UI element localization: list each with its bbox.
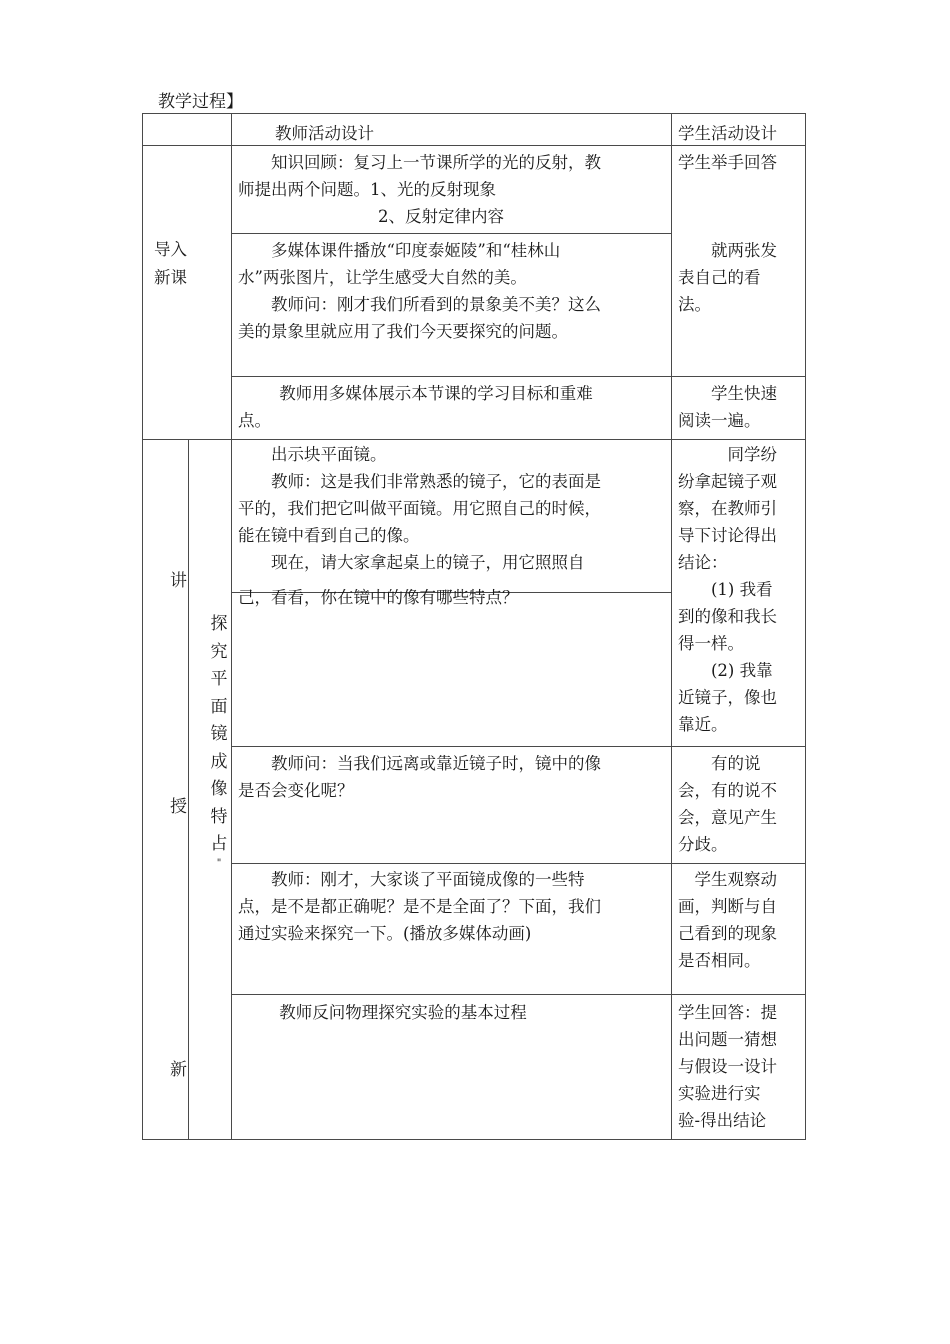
text-line: 通过实验来探究一下。(播放多媒体动画)	[238, 924, 532, 943]
text-line: 现在，请大家拿起桌上的镜子，用它照照自	[271, 553, 585, 572]
topic-char: 平	[210, 669, 228, 689]
column-divider	[188, 439, 189, 1140]
intro-label	[154, 236, 187, 292]
text-line: 出问题一猜想	[678, 1030, 777, 1049]
topic-char: 特	[210, 806, 228, 827]
text-line: 表自己的看	[678, 268, 761, 287]
text-line: 纷拿起镜子观	[678, 472, 777, 491]
intro-row2-student	[678, 237, 802, 318]
text-line: 结论：	[678, 553, 728, 572]
text-line: 教师问：当我们远离或靠近镜子时，镜中的像	[271, 754, 601, 773]
row-divider	[231, 863, 806, 864]
topic-char: 面	[210, 696, 228, 717]
row-divider	[231, 233, 672, 234]
row-divider	[231, 994, 806, 995]
new-lesson-label-char: 新	[170, 1060, 187, 1080]
lesson-row3-student	[678, 866, 802, 974]
text-line: 就两张发	[711, 241, 777, 260]
text-line: 教师用多媒体展示本节课的学习目标和重难	[279, 384, 593, 403]
text-line: 得一样。	[678, 634, 744, 653]
topic-char: 究	[210, 641, 228, 662]
text-line: 是否会变化呢？	[238, 781, 354, 800]
text-line: (1) 我看	[711, 580, 773, 599]
text-line: 己，看看，你在镜中的像有哪些特点？	[238, 588, 519, 607]
table-border-right	[805, 113, 806, 1140]
text-line: 水”两张图片，让学生感受大自然的美。	[238, 268, 527, 287]
text-line: 学生举手回答	[678, 153, 777, 172]
table-border-left	[142, 113, 143, 1140]
text-line: (2) 我靠	[711, 661, 773, 680]
topic-char: 探	[210, 614, 228, 634]
text-line: 近镜子，像也	[678, 688, 777, 707]
column-divider	[231, 113, 232, 1140]
text-line: 教师：这是我们非常熟悉的镜子，它的表面是	[271, 472, 601, 491]
text-line: 会，意见产生	[678, 808, 777, 827]
lesson-row2-student	[678, 750, 802, 858]
text-line: 出示块平面镜。	[271, 445, 387, 464]
text-line: 导下讨论得出	[678, 526, 777, 545]
table-border-top	[142, 113, 806, 114]
topic-vertical-text	[207, 611, 231, 869]
new-lesson-label-char: 讲	[170, 571, 187, 591]
text-line: 验-得出结论	[678, 1111, 767, 1130]
text-line: 有的说	[711, 754, 761, 773]
text-line: 教师：刚才，大家谈了平面镜成像的一些特	[271, 870, 585, 889]
section-heading: 教学过程】	[158, 92, 243, 112]
topic-char: 成	[210, 751, 228, 772]
topic-char: "	[216, 857, 222, 869]
text-line: 到的像和我长	[678, 607, 777, 626]
intro-row3-teacher	[238, 380, 666, 434]
topic-char: 镜	[210, 724, 228, 744]
row-divider	[142, 439, 806, 440]
text-line: 知识回顾：复习上一节课所学的光的反射，教	[271, 153, 601, 172]
intro-row3-student	[678, 380, 802, 434]
text-line: 学生快速	[711, 384, 777, 403]
row-divider	[231, 746, 806, 747]
text-line: 师提出两个问题。1、光的反射现象	[238, 180, 496, 199]
intro-label-line2: 新课	[154, 268, 187, 287]
text-line: 教师问：刚才我们所看到的景象美不美？这么	[271, 295, 601, 314]
row-divider	[231, 376, 806, 377]
intro-row1-teacher	[238, 149, 666, 230]
text-line: 实验进行实	[678, 1084, 761, 1103]
lesson-row1-teacher	[238, 441, 666, 611]
text-line: 己看到的现象	[678, 924, 777, 943]
text-line: 学生观察动	[694, 870, 777, 889]
column-divider	[671, 113, 672, 1140]
text-line: 会，有的说不	[678, 781, 777, 800]
lesson-row2-teacher	[238, 750, 666, 804]
table-border-bottom	[142, 1139, 806, 1140]
intro-row1-student	[678, 149, 802, 176]
lesson-row1-student	[678, 441, 802, 738]
text-line: 2、反射定律内容	[378, 207, 504, 226]
text-line: 能在镜中看到自己的像。	[238, 526, 420, 545]
text-line: 是否相同。	[678, 951, 761, 970]
header-student: 学生活动设计	[678, 124, 777, 143]
intro-label-line1: 导入	[154, 240, 187, 259]
text-line: 分歧。	[678, 835, 728, 854]
text-line: 画，判断与自	[678, 897, 777, 916]
text-line: 教师反问物理探究实验的基本过程	[279, 1003, 527, 1022]
text-line: 美的景象里就应用了我们今天要探究的问题。	[238, 322, 568, 341]
text-line: 阅读一遍。	[678, 411, 761, 430]
lesson-row4-teacher	[238, 999, 666, 1026]
text-line: 与假设一设计	[678, 1057, 777, 1076]
intro-row2-teacher	[238, 237, 666, 345]
text-line: 点。	[238, 411, 271, 430]
text-line: 平的，我们把它叫做平面镜。用它照自己的时候，	[238, 499, 601, 518]
topic-char: 像	[210, 779, 228, 799]
lesson-row3-teacher	[238, 866, 666, 947]
text-line: 学生回答：提	[678, 1003, 777, 1022]
text-line: 察，在教师引	[678, 499, 777, 518]
text-line: 靠近。	[678, 715, 728, 734]
new-lesson-label-char: 授	[170, 797, 187, 817]
header-teacher: 教师活动设计	[275, 124, 374, 143]
text-line: 多媒体课件播放“印度泰姬陵”和“桂林山	[271, 241, 561, 260]
lesson-row4-student	[678, 999, 802, 1134]
text-line: 法。	[678, 295, 711, 314]
text-line: 同学纷	[727, 445, 777, 464]
text-line: 点，是不是都正确呢？是不是全面了？下面，我们	[238, 897, 601, 916]
topic-char: 占	[210, 834, 228, 854]
